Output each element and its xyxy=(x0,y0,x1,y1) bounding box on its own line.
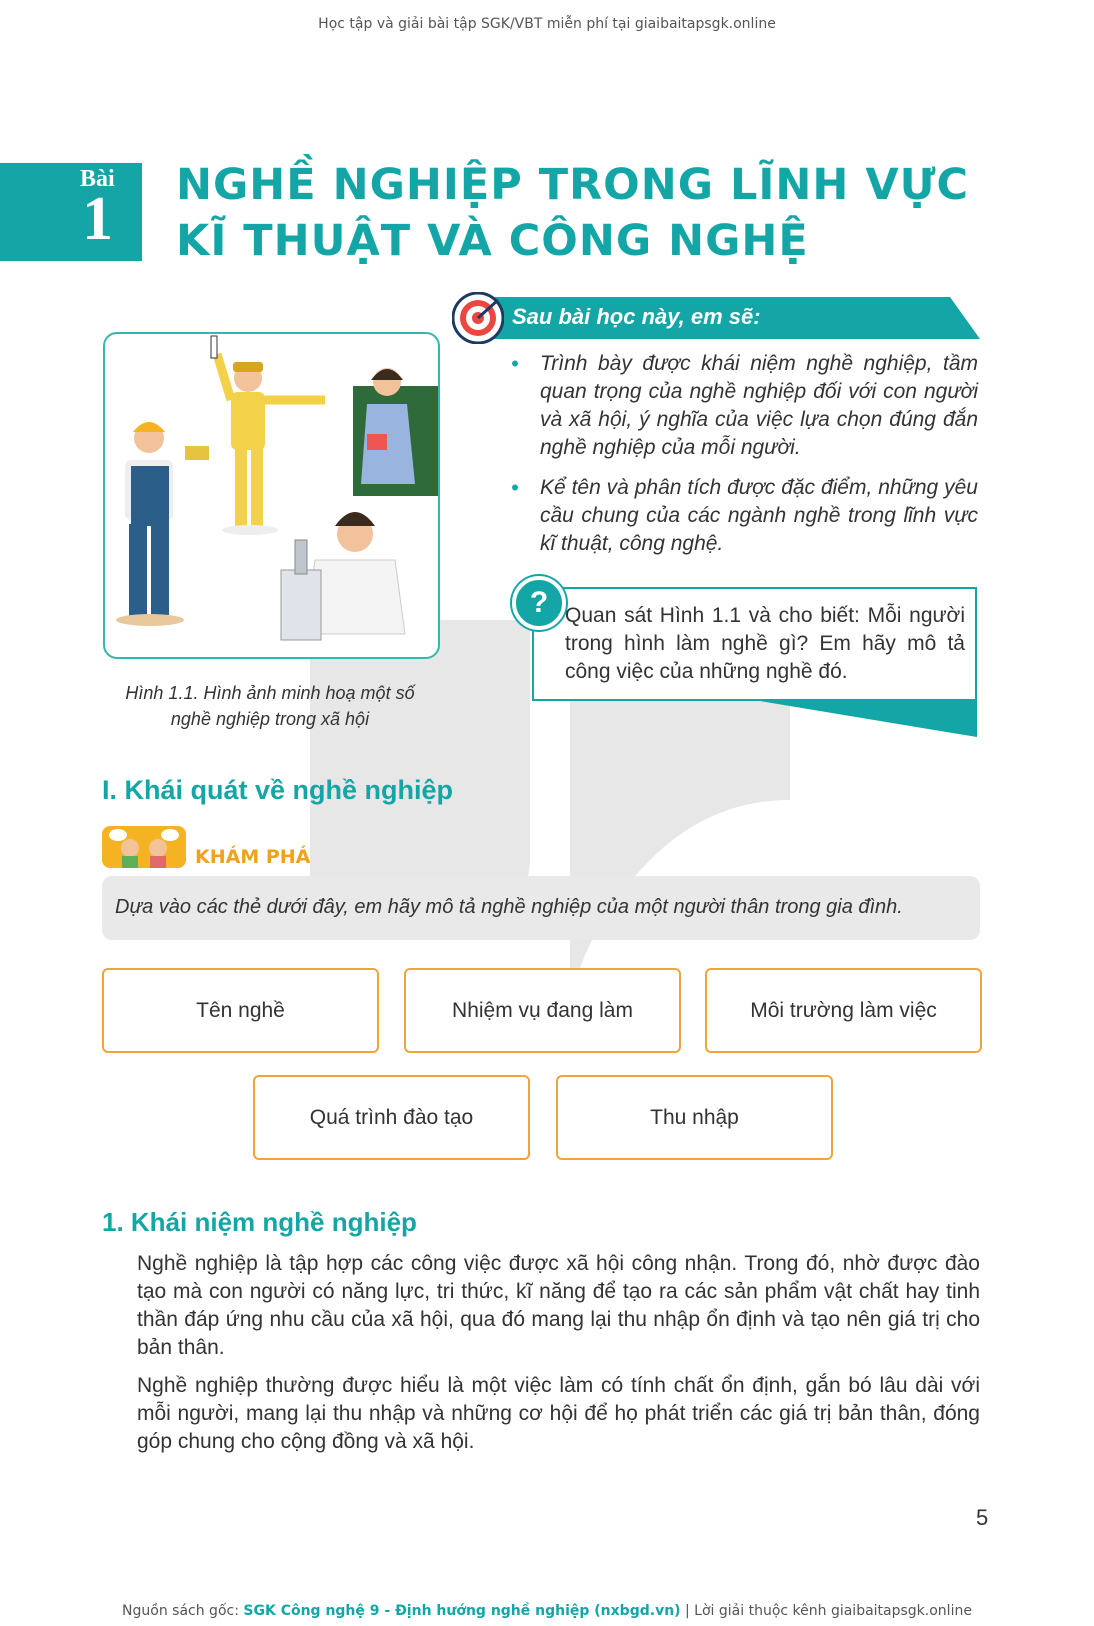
subsection-heading: 1. Khái niệm nghề nghiệp xyxy=(102,1207,417,1237)
paragraph: Nghề nghiệp thường được hiểu là một việc làm có tính chất ổn định, gắn bó lâu dài với mỗi người, mang lại thu nhập và những cơ hội để họ phát triển các giá trị bản thân, đóng góp chung cho cộng đồng và xã hội. xyxy=(137,1374,980,1453)
lesson-number: 1 xyxy=(82,185,113,253)
figure-caption xyxy=(100,680,440,732)
card-job-name: Tên nghề xyxy=(102,968,379,1053)
card-training-process: Quá trình đào tạo xyxy=(253,1075,530,1160)
page-number: 5 xyxy=(976,1505,989,1530)
card-current-tasks: Nhiệm vụ đang làm xyxy=(404,968,681,1053)
question-text: Quan sát Hình 1.1 và cho biết: Mỗi người trong hình làm nghề gì? Em hãy mô tả công việc của những nghề đó. xyxy=(565,604,965,683)
explore-label: KHÁM PHÁ xyxy=(195,846,311,868)
card-income: Thu nhập xyxy=(556,1075,833,1160)
figure-caption-line1: Hình 1.1. Hình ảnh minh hoạ một số xyxy=(125,683,415,703)
explore-prompt: Dựa vào các thẻ dưới đây, em hãy mô tả nghề nghiệp của một người thân trong gia đình. xyxy=(115,896,903,918)
card-work-environment: Môi trường làm việc xyxy=(705,968,982,1053)
objectives-list xyxy=(508,350,978,570)
question-box-tail xyxy=(760,701,980,737)
footer-source xyxy=(0,1603,1094,1619)
footer-book-link[interactable]: SGK Công nghệ 9 - Định hướng nghề nghiệp (nxbgd.vn) xyxy=(243,1603,681,1619)
target-icon xyxy=(452,292,504,344)
objective-item: • Kể tên và phân tích được đặc điểm, những yêu cầu chung của các ngành nghề trong lĩnh vực kĩ thuật, công nghệ. xyxy=(508,474,978,558)
footer-prefix: Nguồn sách gốc: xyxy=(122,1603,244,1619)
figure-caption-line2: nghề nghiệp trong xã hội xyxy=(170,709,370,729)
objectives-title: Sau bài học này, em sẽ: xyxy=(512,304,761,329)
section-heading: I. Khái quát về nghề nghiệp xyxy=(102,775,454,805)
occupations-illustration xyxy=(105,334,438,657)
lesson-title-line2: KĨ THUẬT VÀ CÔNG NGHỆ xyxy=(176,216,809,266)
question-icon: ? xyxy=(512,576,566,630)
lesson-label: Bài xyxy=(80,166,115,192)
footer-suffix: | Lời giải thuộc kênh giaibaitapsgk.online xyxy=(680,1603,972,1619)
lesson-tab xyxy=(0,163,142,261)
explore-icon xyxy=(102,826,186,868)
objective-item: • Trình bày được khái niệm nghề nghiệp, tầm quan trọng của nghề nghiệp đối với con người và xã hội, ý nghĩa của việc lựa chọn đúng đắn nghề nghiệp của mỗi người. xyxy=(508,350,978,462)
source-line: Học tập và giải bài tập SGK/VBT miễn phí tại giaibaitapsgk.online xyxy=(318,16,776,32)
figure-illustration xyxy=(103,332,440,659)
lesson-title-line1: NGHỀ NGHIỆP TRONG LĨNH VỰC xyxy=(176,160,970,210)
paragraph: Nghề nghiệp là tập hợp các công việc được xã hội công nhận. Trong đó, nhờ được đào tạo mà con người có năng lực, tri thức, kĩ năng để tạo ra các sản phẩm vật chất hay tinh thần đáp ứng nhu cầu của xã hội, qua đó mang lại thu nhập ổn định và tạo nên giá trị cho bản thân. xyxy=(137,1252,980,1359)
